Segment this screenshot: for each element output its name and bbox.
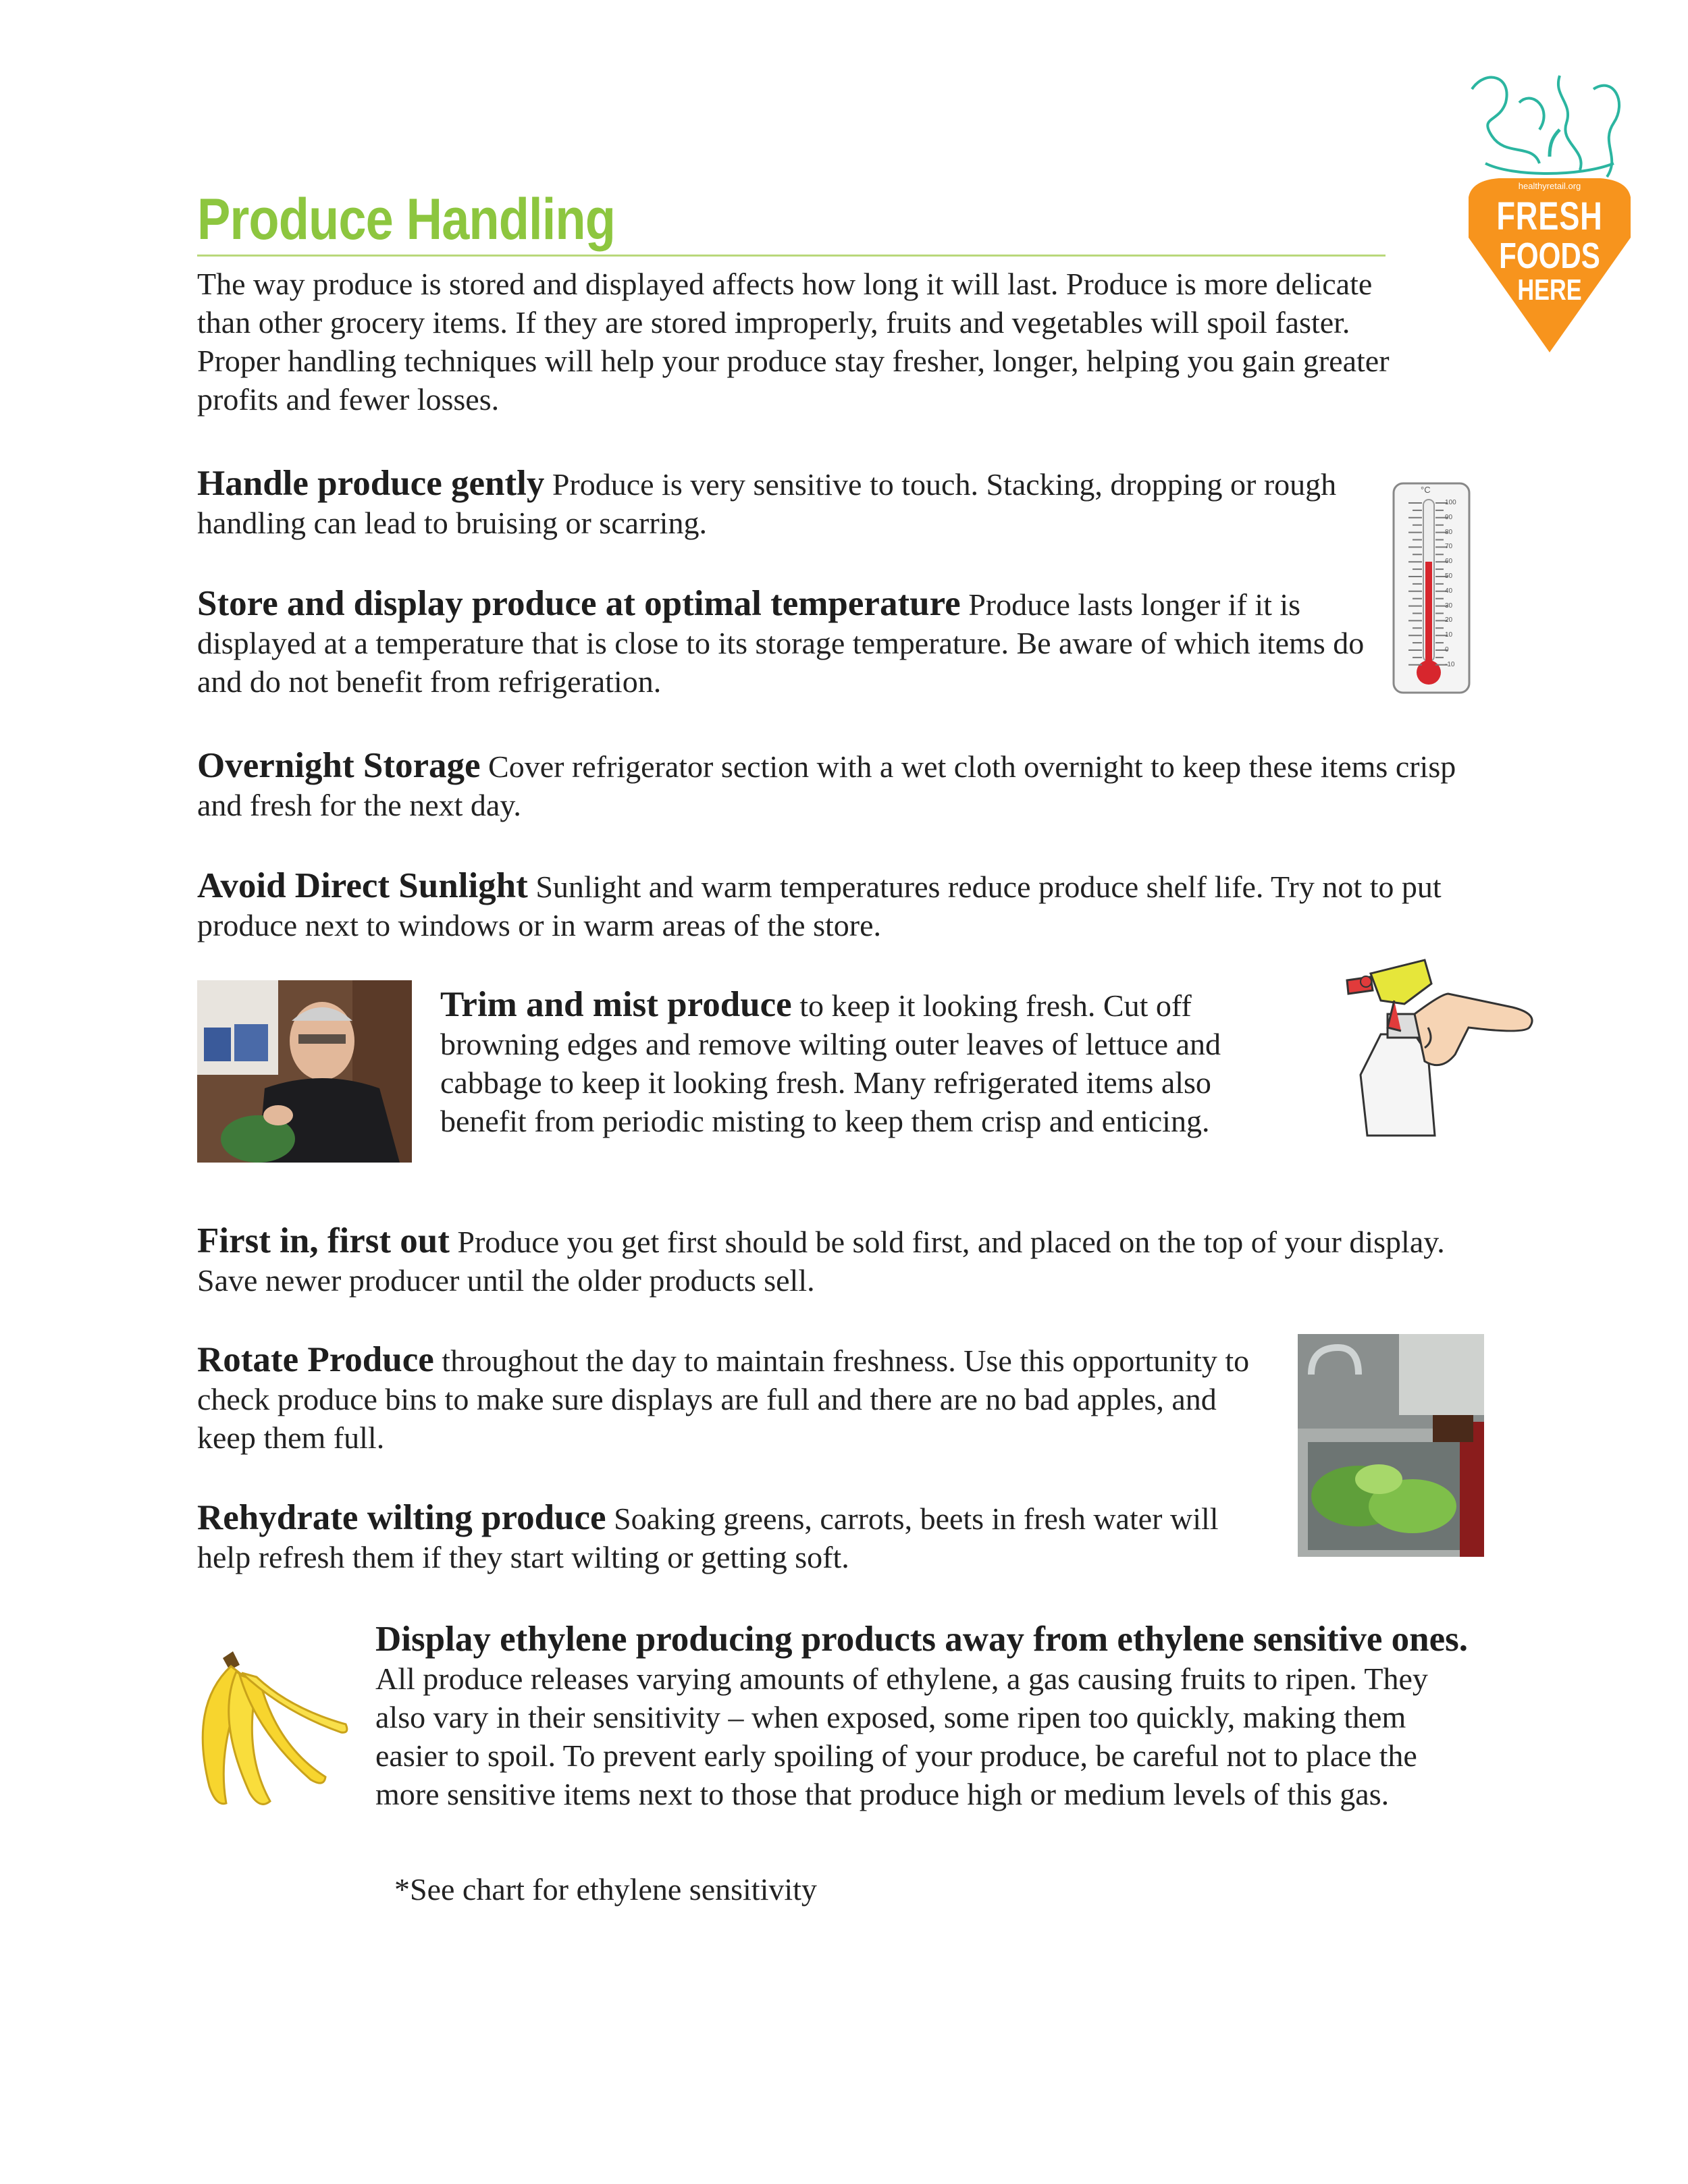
section-heading: Avoid Direct Sunlight	[197, 866, 528, 905]
intro-text: The way produce is stored and displayed affects how long it will last. Produce is more delicate than other grocery items. If they are stored improperly, fruits and vegetables will spoil faster. Proper handling techniques will help your produce stay fresher, longer, helping you gain greater profits and fewer losses.	[197, 267, 1390, 417]
thermometer-unit: °C	[1421, 485, 1431, 495]
logo-small-text: healthyretail.org	[1518, 181, 1581, 191]
thermometer-tick-label: -10	[1445, 660, 1455, 668]
section-heading: First in, first out	[197, 1221, 450, 1260]
section-body: to keep it looking fresh. Cut off browning edges and remove wilting outer leaves of lettuce and cabbage to keep it looking fresh. Many refrigerated items also benefit from periodic misting to keep them crisp and enticing.	[440, 988, 1221, 1138]
intro-paragraph	[197, 265, 1406, 419]
section-handle-gently	[197, 464, 1359, 542]
thermometer-tick-label: 0	[1445, 645, 1449, 654]
ethylene-footnote: *See chart for ethylene sensitivity	[394, 1872, 817, 1907]
section-rehydrate	[197, 1499, 1264, 1576]
section-optimal-temperature	[197, 585, 1372, 701]
logo-line-3: HERE	[1517, 273, 1582, 307]
thermometer-tick-label: 20	[1445, 616, 1453, 624]
section-body: Sunlight and warm temperatures reduce produce shelf life. Try not to put produce next to windows or in warm areas of the store.	[197, 870, 1442, 942]
bananas-illustration	[176, 1645, 351, 1820]
section-body: Produce lasts longer if it is displayed at a temperature that is close to its storage temperature. Be aware of which items do and do not benefit from refrigeration.	[197, 587, 1365, 699]
thermometer-tick-label: 70	[1445, 543, 1453, 551]
thermometer-tick-label: 60	[1445, 558, 1453, 566]
section-heading: Handle produce gently	[197, 464, 545, 503]
photo-man-trimming-produce	[197, 980, 412, 1163]
section-body: Produce you get first should be sold first, and placed on the top of your display. Save newer producer until the older products sell.	[197, 1225, 1445, 1298]
section-heading: Display ethylene producing products away from ethylene sensitive ones.	[375, 1620, 1469, 1659]
photo-lettuce-in-sink	[1298, 1334, 1484, 1557]
section-ethylene	[375, 1620, 1483, 1813]
thermometer-illustration	[1391, 481, 1472, 695]
page-title: Produce Handling	[197, 187, 616, 252]
section-body: Cover refrigerator section with a wet cloth overnight to keep these items crisp and fresh for the next day.	[197, 749, 1456, 822]
spray-bottle-illustration	[1340, 953, 1543, 1142]
thermometer-tick-label: 100	[1445, 499, 1456, 506]
section-body: throughout the day to maintain freshness. Use this opportunity to check produce bins to make sure displays are full and there are no bad apples, and keep them full.	[197, 1343, 1250, 1455]
thermometer-tick-label: 80	[1445, 528, 1453, 536]
section-heading: Rotate Produce	[197, 1340, 434, 1379]
section-overnight-storage	[197, 747, 1507, 824]
thermometer-tick-label: 40	[1445, 587, 1453, 595]
section-rotate-produce	[197, 1341, 1277, 1457]
section-heading: Overnight Storage	[197, 746, 481, 785]
thermometer-tick-label: 90	[1445, 513, 1453, 521]
section-body: Soaking greens, carrots, beets in fresh water will help refresh them if they start wilting or getting soft.	[197, 1501, 1219, 1574]
section-heading: Rehydrate wilting produce	[197, 1498, 606, 1537]
section-body: Produce is very sensitive to touch. Stacking, dropping or rough handling can lead to bruising or scarring.	[197, 467, 1337, 540]
thermometer-tick-label: 50	[1445, 572, 1453, 580]
title-underline	[197, 255, 1386, 257]
thermometer-scale	[1445, 496, 1469, 672]
section-trim-and-mist	[440, 986, 1291, 1140]
section-avoid-sunlight	[197, 867, 1507, 944]
thermometer-tick-label: 10	[1445, 631, 1453, 639]
fresh-foods-here-logo	[1458, 62, 1641, 359]
logo-line-2: FOODS	[1499, 236, 1600, 276]
thermometer-tick-label: 30	[1445, 602, 1453, 610]
section-heading: Store and display produce at optimal temperature	[197, 584, 961, 623]
logo-line-1: FRESH	[1496, 194, 1603, 238]
section-body: All produce releases varying amounts of ethylene, a gas causing fruits to ripen. They also vary in their sensitivity – when exposed, some ripen too quickly, making them easier to spoil. To prevent early spoiling of your produce, be careful not to place the more sensitive items next to those that produce high or medium levels of this gas.	[375, 1661, 1428, 1811]
section-heading: Trim and mist produce	[440, 985, 792, 1024]
section-first-in-first-out	[197, 1222, 1453, 1300]
